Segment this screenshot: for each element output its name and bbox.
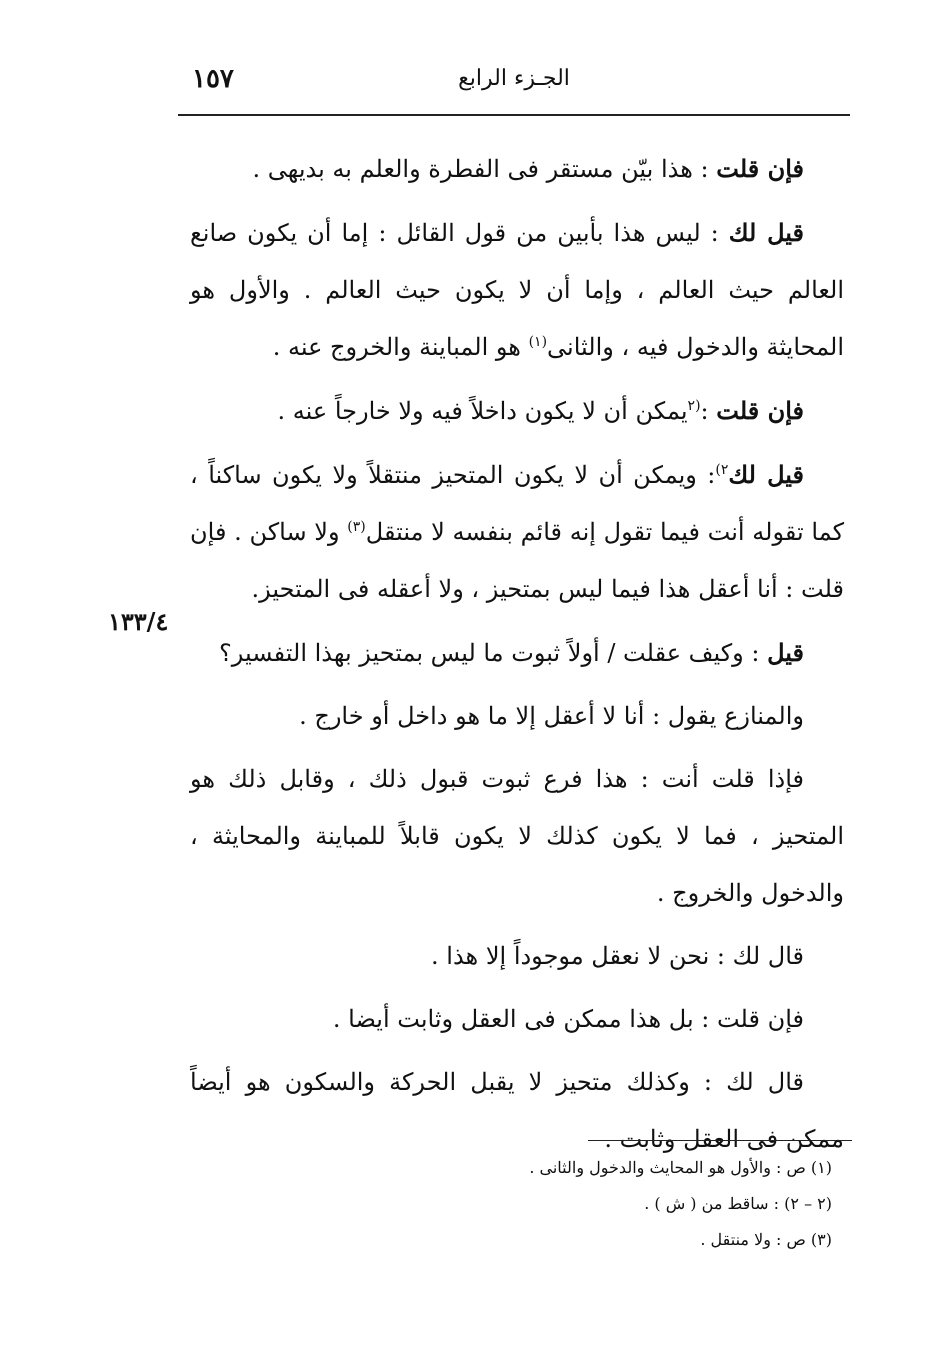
paragraph-text: فإذا قلت أنت : هذا فرع ثبوت قبول ذلك ، وقابل ذلك هو المتحيز ، فما لا يكون كذلك لا يكون قابلاً للمباينة والمحايثة ، والدخول والخروج . bbox=[190, 765, 844, 907]
paragraph-text: : وكيف عقلت / أولاً ثبوت ما ليس بمتحيز بهذا التفسير؟ bbox=[218, 639, 768, 667]
footnote-2: (٢ – ٢) : ساقط من ( ش ) . bbox=[644, 1194, 832, 1213]
footnote-3: (٣) ص : ولا منتقل . bbox=[700, 1230, 832, 1249]
paragraph-9 bbox=[190, 991, 844, 1048]
paragraph-text: قال لك : نحن لا نعقل موجوداً إلا هذا . bbox=[431, 942, 804, 970]
paragraph-7 bbox=[190, 751, 844, 922]
main-text bbox=[190, 140, 844, 1174]
speaker-label: فإن قلت bbox=[716, 396, 804, 425]
paragraph-1 bbox=[190, 140, 844, 198]
page-number: ١٥٧ bbox=[192, 64, 234, 94]
paragraph-text: : هذا بيّن مستقر فى الفطرة والعلم به بديهى . bbox=[252, 155, 717, 183]
paragraph-text-cont: ولا ساكن . فإن قلت : أنا أعقل هذا فيما ليس بمتحيز ، ولا أعقله فى المتحيز. bbox=[190, 518, 844, 603]
footnotes bbox=[380, 1150, 832, 1258]
footnote-marker: ٢) bbox=[715, 462, 729, 478]
margin-reference: ١٣٣/٤ bbox=[108, 607, 169, 636]
speaker-label: قيل bbox=[767, 638, 804, 667]
paragraph-text-cont: يمكن أن لا يكون داخلاً فيه ولا خارجاً عنه . bbox=[277, 397, 688, 425]
paragraph-8 bbox=[190, 928, 844, 985]
paragraph-3 bbox=[190, 382, 844, 440]
paragraph-text: : bbox=[700, 397, 717, 425]
footnote-marker: (٣) bbox=[347, 519, 366, 535]
paragraph-text: قال لك : وكذلك متحيز لا يقبل الحركة والسكون هو أيضاً ممكن فى العقل وثابت . bbox=[190, 1068, 844, 1153]
paragraph-text: فإن قلت : بل هذا ممكن فى العقل وثابت أيضا . bbox=[332, 1005, 804, 1033]
header-title: الجـزء الرابع bbox=[458, 66, 570, 91]
footnote-marker: (١) bbox=[528, 334, 548, 350]
speaker-label: قيل لك bbox=[728, 460, 804, 489]
paragraph-text-cont: هو المباينة والخروج عنه . bbox=[272, 333, 529, 361]
speaker-label: فإن قلت bbox=[716, 154, 804, 183]
footnote-marker: (٢ bbox=[687, 398, 701, 414]
paragraph-text: : ليس هذا بأبين من قول القائل : إما أن يكون صانع العالم حيث العالم ، وإما أن لا يكون حيث العالم . والأول هو المحايثة والدخول فيه ، والثانى bbox=[190, 219, 844, 361]
footnote-1: (١) ص : والأول هو المحايث والدخول والثانى . bbox=[529, 1158, 832, 1177]
paragraph-2 bbox=[190, 204, 844, 376]
paragraph-text: : ويمكن أن لا يكون المتحيز منتقلاً ولا يكون ساكناً ، كما تقوله أنت فيما تقول إنه قائم بنفسه لا منتقل bbox=[190, 461, 845, 546]
paragraph-6 bbox=[190, 688, 844, 745]
footnote-divider bbox=[588, 1140, 852, 1141]
paragraph-text: والمنازع يقول : أنا لا أعقل إلا ما هو داخل أو خارج . bbox=[299, 702, 804, 730]
running-header bbox=[178, 62, 850, 116]
speaker-label: قيل لك bbox=[728, 218, 804, 247]
paragraph-4 bbox=[190, 446, 844, 618]
paragraph-5 bbox=[190, 624, 844, 682]
